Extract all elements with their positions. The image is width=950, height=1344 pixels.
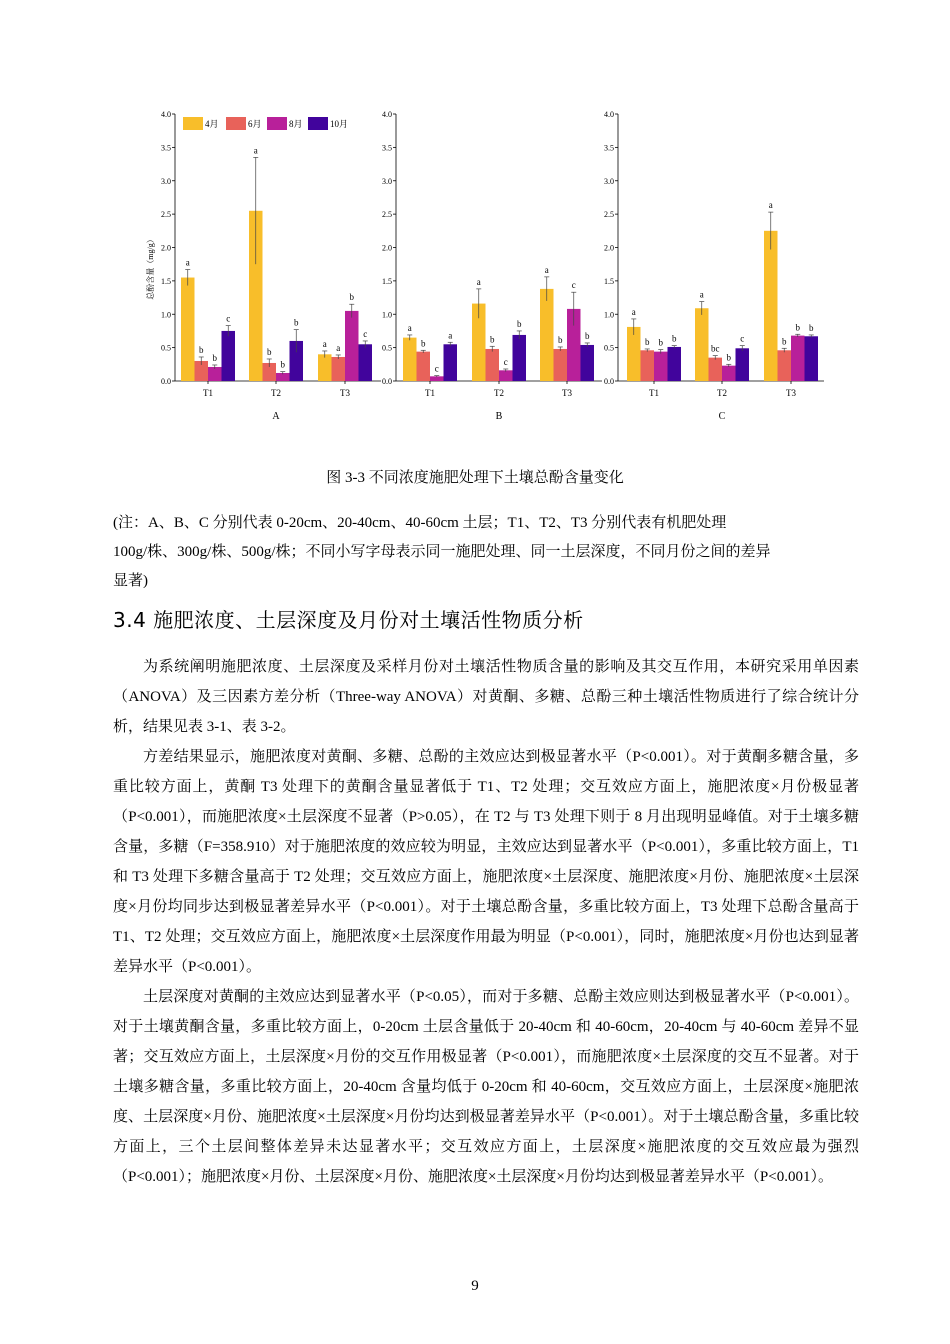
significance-letter: a	[336, 342, 341, 353]
significance-letter: b	[212, 352, 217, 363]
y-tick-label: 3.5	[161, 143, 171, 153]
bar	[736, 348, 750, 381]
y-axis-label: 总酚含量（mg/g）	[146, 235, 155, 300]
y-tick-label: 0.0	[382, 377, 392, 386]
bar	[208, 367, 222, 381]
significance-letter: a	[476, 276, 481, 287]
bar	[709, 358, 723, 381]
bar	[722, 366, 736, 381]
significance-letter: b	[267, 346, 272, 357]
significance-letter: b	[809, 322, 814, 333]
significance-letter: bc	[711, 343, 720, 354]
y-tick-label: 3.0	[382, 176, 392, 186]
y-tick-label: 1.0	[604, 310, 614, 320]
x-tick-label: T3	[340, 388, 350, 398]
x-tick-label: T3	[562, 388, 572, 398]
significance-letter: b	[280, 359, 285, 370]
significance-letter: b	[782, 336, 787, 347]
significance-letter: a	[631, 306, 636, 317]
significance-letter: a	[544, 264, 549, 275]
paragraph: 为系统阐明施肥浓度、土层深度及采样月份对土壤活性物质含量的影响及其交互作用，本研究采用单因素（ANOVA）及三因素方差分析（Three-way ANOVA）对黄酮、多糖、总酚三种土壤活性物质进行了综合统计分析，结果见表 3-1、表 3-2。	[113, 659, 859, 735]
significance-letter: b	[726, 352, 731, 363]
legend-swatch	[226, 117, 246, 130]
bar	[540, 289, 554, 381]
y-tick-label: 4.0	[161, 110, 171, 119]
significance-letter: c	[363, 328, 368, 339]
x-tick-label: T2	[717, 388, 727, 398]
y-tick-label: 1.0	[382, 310, 392, 320]
x-tick-label: T3	[786, 388, 796, 398]
bar	[513, 335, 527, 381]
legend-label: 10月	[330, 119, 349, 129]
bar	[627, 327, 641, 381]
bar	[430, 376, 444, 381]
note-line: 显著)	[113, 573, 148, 589]
bar	[499, 370, 513, 381]
significance-letter: b	[795, 322, 800, 333]
section-heading: 3.4 施肥浓度、土层深度及月份对土壤活性物质分析	[113, 608, 584, 632]
significance-letter: a	[253, 145, 258, 156]
bar	[554, 349, 568, 381]
bar	[668, 347, 682, 381]
bar	[805, 336, 819, 381]
bar	[654, 352, 668, 381]
significance-letter: b	[645, 336, 650, 347]
note-line: 100g/株、300g/株、500g/株；不同小写字母表示同一施肥处理、同一土层深度，不同月份之间的差异	[113, 544, 771, 560]
y-tick-label: 0.5	[604, 343, 614, 353]
legend-swatch	[308, 117, 328, 130]
bar	[318, 354, 332, 381]
bar	[764, 231, 778, 381]
bar	[345, 311, 359, 381]
panel-label: B	[495, 411, 503, 422]
bar	[641, 350, 655, 381]
bar	[332, 357, 346, 381]
legend-swatch	[183, 117, 203, 130]
significance-letter: c	[226, 313, 231, 324]
significance-letter: a	[768, 200, 773, 211]
y-tick-label: 1.5	[604, 276, 614, 286]
significance-letter: b	[421, 338, 426, 349]
significance-letter: b	[672, 333, 677, 344]
bar	[222, 331, 236, 381]
y-tick-label: 0.5	[161, 343, 171, 353]
y-tick-label: 3.0	[161, 176, 171, 186]
significance-letter: a	[448, 330, 453, 341]
y-tick-label: 2.5	[161, 210, 171, 220]
significance-letter: b	[517, 318, 522, 329]
bar	[417, 352, 431, 381]
significance-letter: a	[699, 289, 704, 300]
y-tick-label: 3.5	[604, 143, 614, 153]
y-tick-label: 1.0	[161, 310, 171, 320]
significance-letter: a	[407, 322, 412, 333]
bar	[444, 344, 458, 381]
x-tick-label: T1	[425, 388, 435, 398]
significance-letter: a	[185, 257, 190, 268]
y-tick-label: 1.5	[161, 276, 171, 286]
y-tick-label: 4.0	[382, 110, 392, 119]
page-number: 9	[471, 1278, 479, 1294]
bar	[778, 350, 792, 381]
y-tick-label: 2.5	[382, 210, 392, 220]
legend-label: 4月	[205, 119, 219, 129]
panel-label: C	[718, 411, 726, 422]
y-tick-label: 1.5	[382, 276, 392, 286]
y-tick-label: 0.0	[604, 377, 614, 386]
soil-total-phenol-figure	[0, 0, 950, 440]
y-tick-label: 2.0	[604, 243, 614, 253]
figure-caption: 图 3-3 不同浓度施肥处理下土壤总酚含量变化	[326, 470, 624, 486]
legend-swatch	[267, 117, 287, 130]
legend-label: 8月	[289, 119, 303, 129]
significance-letter: b	[490, 334, 495, 345]
paragraph: 方差结果显示，施肥浓度对黄酮、多糖、总酚的主效应达到极显著水平（P<0.001）。对于黄酮多糖含量，多重比较方面上，黄酮 T3 处理下的黄酮含量显著低于 T1、T2 处理；交互效应方面上，施肥浓度×月份极显著（P<0.001），而施肥浓度×土层深度不显著（P>0.05），在 T2 与 T3 处理下则于 8 月出现明显峰值。对于土壤多糖含量，多糖（F=358.910）对于施肥浓度的效应较为明显，主效应达到显著水平（P<0.001），多重比较方面上，T1 和 T3 处理下多糖含量高于 T2 处理；交互效应方面上，施肥浓度×土层深度、施肥浓度×月份、施肥浓度×土层深度×月份均同步达到极显著差异水平（P<0.001）。对于土壤总酚含量，多重比较方面上，T3 处理下总酚含量高于 T1、T2 处理；交互效应方面上，施肥浓度×土层深度作用最为明显（P<0.001），同时，施肥浓度×月份也达到显著差异水平（P<0.001）。	[113, 749, 859, 975]
y-tick-label: 3.5	[382, 143, 392, 153]
y-tick-label: 2.5	[604, 210, 614, 220]
bar	[695, 308, 709, 381]
significance-letter: c	[434, 363, 439, 374]
legend-label: 6月	[248, 119, 262, 129]
bar	[486, 349, 500, 381]
figure-note	[113, 509, 858, 596]
panel-label: A	[272, 411, 280, 422]
significance-letter: c	[740, 333, 745, 344]
bar	[181, 278, 195, 381]
y-tick-label: 2.0	[382, 243, 392, 253]
bar	[791, 336, 805, 381]
significance-letter: c	[571, 280, 576, 291]
y-tick-label: 2.0	[161, 243, 171, 253]
significance-letter: b	[585, 330, 590, 341]
significance-letter: b	[199, 344, 204, 355]
significance-letter: b	[349, 292, 354, 303]
y-tick-label: 3.0	[604, 176, 614, 186]
significance-letter: b	[558, 334, 563, 345]
significance-letter: c	[503, 356, 508, 367]
x-tick-label: T1	[649, 388, 659, 398]
significance-letter: a	[322, 338, 327, 349]
y-tick-label: 0.0	[161, 377, 171, 386]
bar	[581, 345, 595, 381]
x-tick-label: T1	[203, 388, 213, 398]
note-line: (注：A、B、C 分别代表 0-20cm、20-40cm、40-60cm 土层；T1、T2、T3 分别代表有机肥处理	[113, 515, 727, 531]
significance-letter: b	[294, 317, 299, 328]
significance-letter: b	[658, 337, 663, 348]
x-tick-label: T2	[494, 388, 504, 398]
bar	[403, 338, 417, 381]
y-tick-label: 4.0	[604, 110, 614, 119]
body-text	[113, 652, 859, 1192]
bar	[359, 344, 373, 381]
x-tick-label: T2	[271, 388, 281, 398]
y-tick-label: 0.5	[382, 343, 392, 353]
paragraph: 土层深度对黄酮的主效应达到显著水平（P<0.05），而对于多糖、总酚主效应则达到极显著水平（P<0.001）。对于土壤黄酮含量，多重比较方面上，0-20cm 土层含量低于 20-40cm 和 40-60cm，20-40cm 与 40-60cm 差异不显著；交互效应方面上，土层深度×月份的交互作用极显著（P<0.001），而施肥浓度×土层深度的交互不显著。对于土壤多糖含量，多重比较方面上，20-40cm 含量均低于 0-20cm 和 40-60cm，交互效应方面上，土层深度×施肥浓度、土层深度×月份、施肥浓度×土层深度×月份均达到极显著差异水平（P<0.001）。对于土壤总酚含量，多重比较方面上，三个土层间整体差异未达显著水平；交互效应方面上，土层深度×施肥浓度的交互效应最为强烈（P<0.001）；施肥浓度×月份、土层深度×月份、施肥浓度×土层深度×月份均达到极显著差异水平（P<0.001）。	[113, 989, 859, 1185]
